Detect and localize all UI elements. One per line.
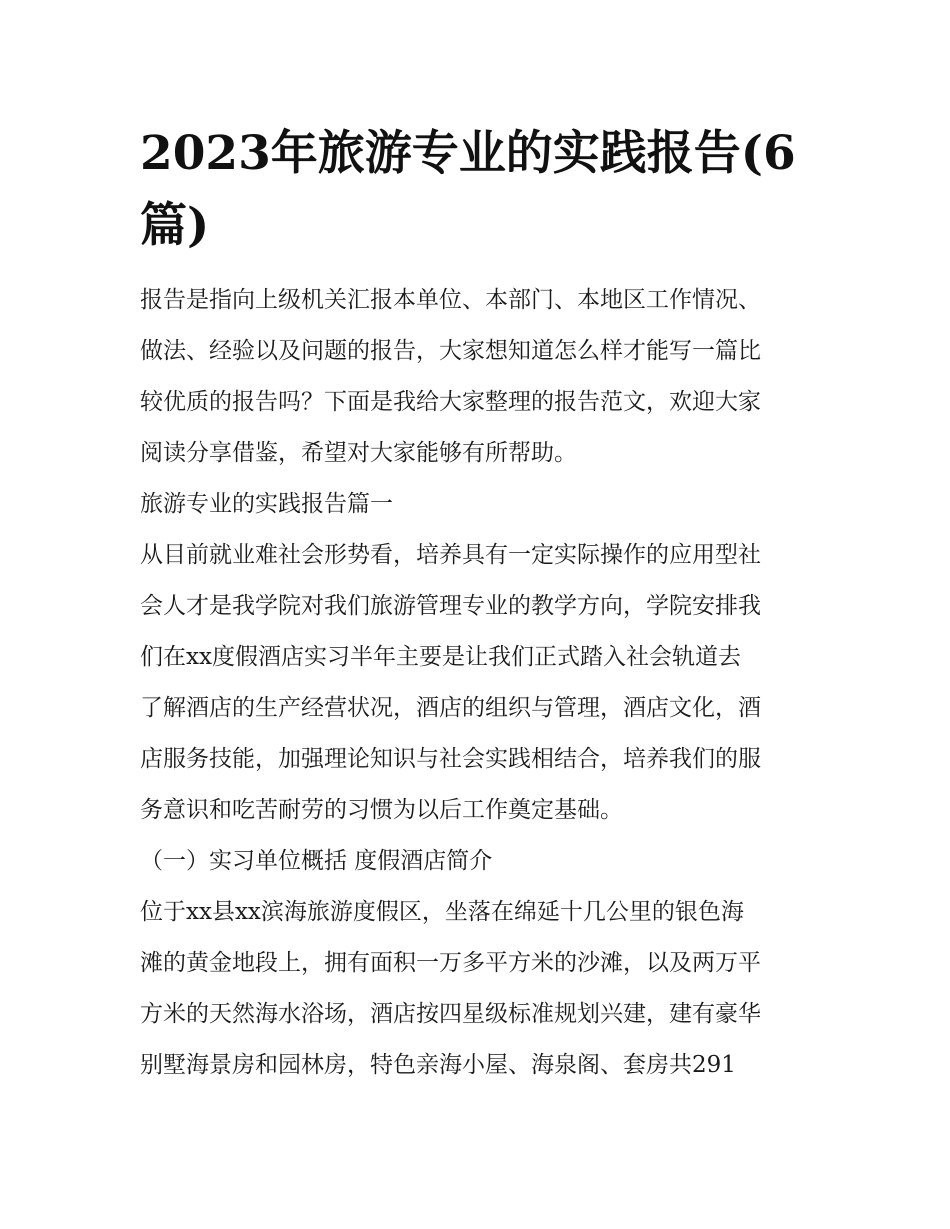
body-paragraph-line: 别墅海景房和园林房，特色亲海小屋、海泉阁、套房共291 <box>140 1052 736 1078</box>
body-paragraph-line: 滩的黄金地段上，拥有面积一万多平方米的沙滩，以及两万平 <box>140 950 761 976</box>
body-paragraph-line: 方米的天然海水浴场，酒店按四星级标准规划兴建，建有豪华 <box>140 1001 761 1027</box>
intro-paragraph-line: 做法、经验以及问题的报告，大家想知道怎么样才能写一篇比 <box>140 338 761 364</box>
intro-paragraph-line: 阅读分享借鉴，希望对大家能够有所帮助。 <box>140 440 577 466</box>
section-heading: 旅游专业的实践报告篇一 <box>140 491 393 517</box>
intro-paragraph-line: 较优质的报告吗？下面是我给大家整理的报告范文，欢迎大家 <box>140 389 761 415</box>
title-line: 篇) <box>140 198 210 253</box>
body-paragraph-line: 从目前就业难社会形势看，培养具有一定实际操作的应用型社 <box>140 542 761 568</box>
body-paragraph-line: 们在xx度假酒店实习半年主要是让我们正式踏入社会轨道去 <box>140 644 741 670</box>
title-line: 2023年旅游专业的实践报告(6 <box>140 126 796 181</box>
body-paragraph-line: 店服务技能，加强理论知识与社会实践相结合，培养我们的服 <box>140 746 761 772</box>
subsection-heading: （一）实习单位概括 度假酒店简介 <box>140 848 493 874</box>
body-paragraph-line: 会人才是我学院对我们旅游管理专业的教学方向，学院安排我 <box>140 593 761 619</box>
body-paragraph-line: 位于xx县xx滨海旅游度假区，坐落在绵延十几公里的银色海 <box>140 899 744 925</box>
intro-paragraph-line: 报告是指向上级机关汇报本单位、本部门、本地区工作情况、 <box>140 287 761 313</box>
document-title <box>140 118 820 262</box>
body-paragraph-line: 务意识和吃苦耐劳的习惯为以后工作奠定基础。 <box>140 797 623 823</box>
body-paragraph-line: 了解酒店的生产经营状况，酒店的组织与管理，酒店文化，酒 <box>140 695 761 721</box>
